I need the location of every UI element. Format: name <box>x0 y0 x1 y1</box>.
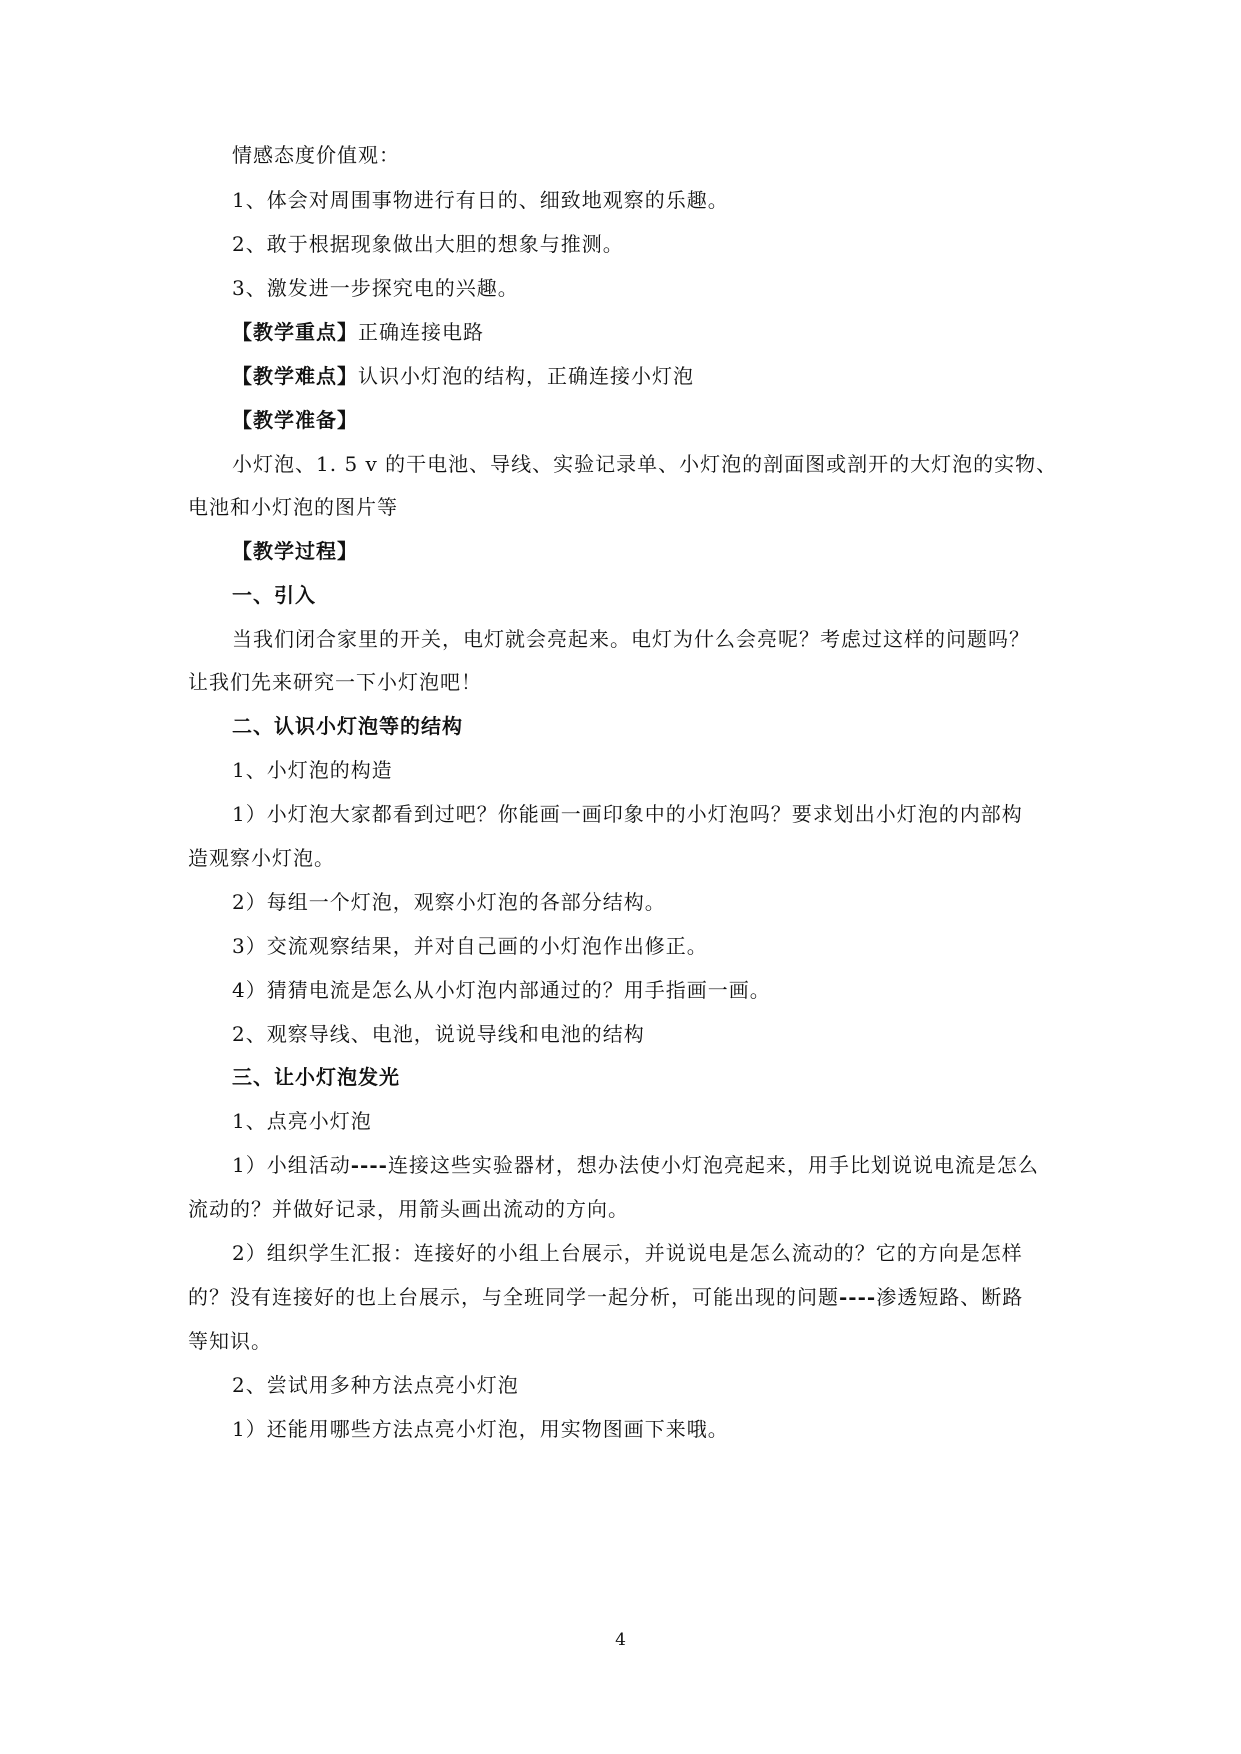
list-item: 3）交流观察结果，并对自己画的小灯泡作出修正。 <box>232 934 708 958</box>
section-heading-attitude: 情感态度价值观： <box>232 143 400 167</box>
paragraph-line: 等知识。 <box>188 1329 272 1353</box>
text-segment: 连接这些实验器材，想办法使小灯泡亮起来，用手比划说说电流是怎么 <box>387 1153 1039 1177</box>
paragraph-line: 让我们先来研究一下小灯泡吧！ <box>188 670 482 694</box>
subsection-heading: 2、尝试用多种方法点亮小灯泡 <box>232 1373 519 1397</box>
section-heading-light: 三、让小灯泡发光 <box>232 1065 400 1089</box>
teaching-focus <box>232 318 484 346</box>
section-heading-structure: 二、认识小灯泡等的结构 <box>232 714 463 738</box>
list-item: 2、敢于根据现象做出大胆的想象与推测。 <box>232 232 624 256</box>
text-segment: 渗透短路、断路 <box>876 1285 1024 1309</box>
subsection-heading: 1、点亮小灯泡 <box>232 1109 372 1133</box>
page-number: 4 <box>615 1630 626 1650</box>
paragraph-line <box>188 1283 1023 1311</box>
list-item: 2）每组一个灯泡，观察小灯泡的各部分结构。 <box>232 890 666 914</box>
paragraph-line: 1）小灯泡大家都看到过吧？你能画一画印象中的小灯泡吗？要求划出小灯泡的内部构 <box>232 802 1023 826</box>
subsection-heading: 1、小灯泡的构造 <box>232 758 393 782</box>
teaching-focus-text: 正确连接电路 <box>358 320 484 344</box>
text-segment: ---- <box>839 1285 877 1309</box>
subsection-heading: 2、观察导线、电池，说说导线和电池的结构 <box>232 1022 645 1046</box>
paragraph-line: 流动的？并做好记录，用箭头画出流动的方向。 <box>188 1197 629 1221</box>
paragraph-line: 2）组织学生汇报：连接好的小组上台展示，并说说电是怎么流动的？它的方向是怎样 <box>232 1241 1023 1265</box>
teaching-process-heading: 【教学过程】 <box>232 539 358 563</box>
teaching-preparation-heading: 【教学准备】 <box>232 408 358 432</box>
text-segment: ---- <box>350 1153 388 1177</box>
list-item: 4）猜猜电流是怎么从小灯泡内部通过的？用手指画一画。 <box>232 978 771 1002</box>
list-item: 1）还能用哪些方法点亮小灯泡，用实物图画下来哦。 <box>232 1417 729 1441</box>
text-segment: 的？没有连接好的也上台展示，与全班同学一起分析，可能出现的问题 <box>188 1285 839 1309</box>
paragraph-line: 小灯泡、1. 5 v 的干电池、导线、实验记录单、小灯泡的剖面图或剖开的大灯泡的实物、 <box>232 452 1058 476</box>
list-item: 1、体会对周围事物进行有日的、细致地观察的乐趣。 <box>232 188 729 212</box>
teaching-difficulty <box>232 362 694 390</box>
text-segment: 1）小组活动 <box>232 1153 351 1177</box>
paragraph-line: 当我们闭合家里的开关，电灯就会亮起来。电灯为什么会亮呢？考虑过这样的问题吗？ <box>232 627 1030 651</box>
teaching-difficulty-label: 【教学难点】 <box>232 364 358 388</box>
teaching-focus-label: 【教学重点】 <box>232 320 358 344</box>
teaching-difficulty-text: 认识小灯泡的结构，正确连接小灯泡 <box>358 364 694 388</box>
paragraph-line <box>232 1151 1039 1179</box>
list-item: 3、激发进一步探究电的兴趣。 <box>232 276 519 300</box>
paragraph-line: 造观察小灯泡。 <box>188 846 335 870</box>
paragraph-line: 电池和小灯泡的图片等 <box>188 495 398 519</box>
section-heading-intro: 一、引入 <box>232 583 316 607</box>
